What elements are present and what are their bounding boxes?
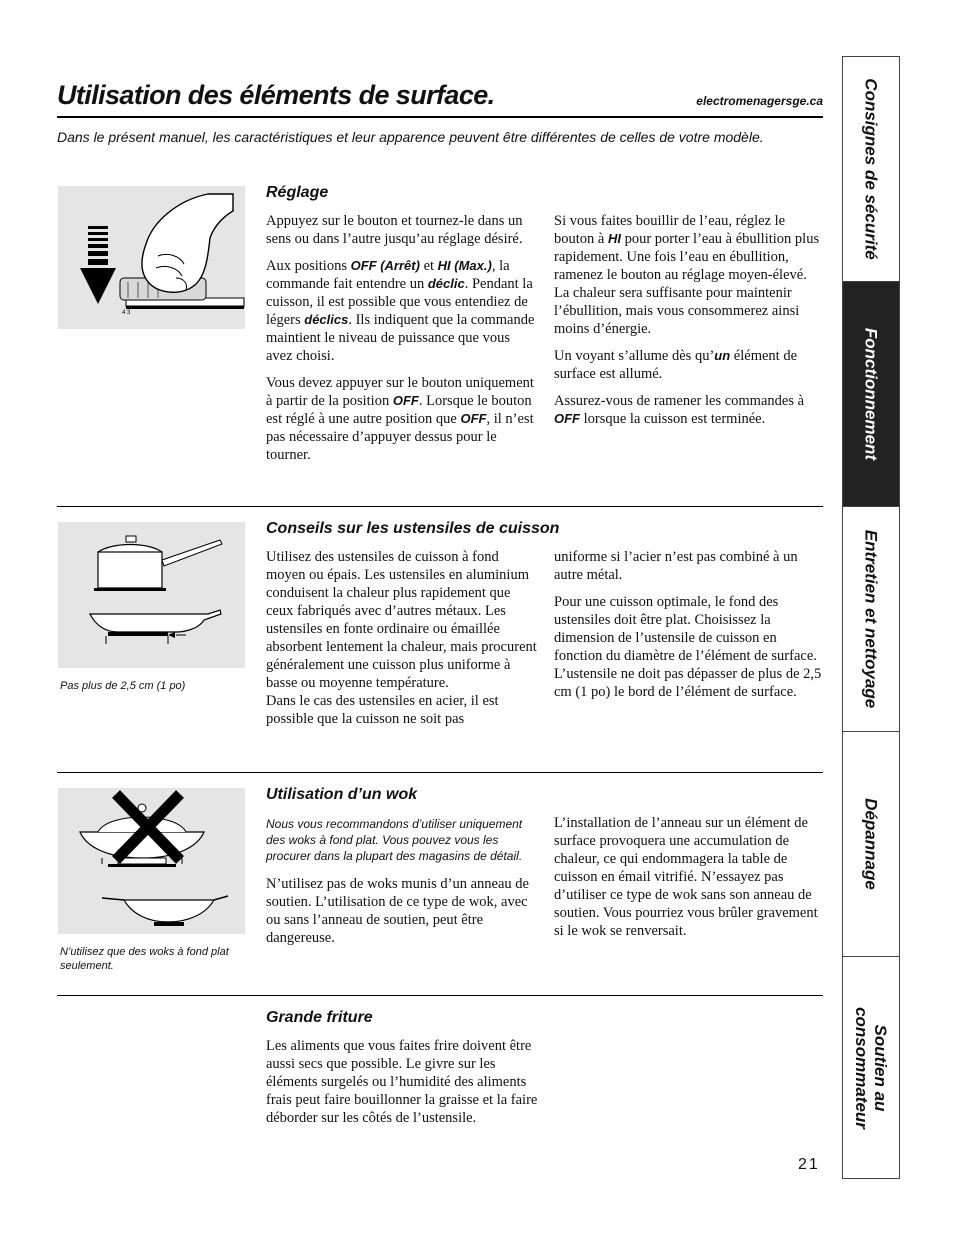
intro-text: Dans le présent manuel, les caractéristiques et leur apparence peuvent être différentes de celles de votre modèle. bbox=[57, 129, 764, 145]
tab-label: Soutien au consommateur bbox=[852, 1006, 890, 1129]
tab-label: Consignes de sécurité bbox=[861, 78, 881, 260]
section-heading-ustensiles: Conseils sur les ustensiles de cuisson bbox=[266, 520, 560, 537]
tab-fonctionnement[interactable] bbox=[843, 282, 899, 507]
page-title: Utilisation des éléments de surface. bbox=[57, 80, 495, 110]
paragraph: Appuyez sur le bouton et tournez-le dans un sens ou dans l’autre jusqu’au réglage désiré. bbox=[266, 213, 523, 247]
tab-label: Fonctionnement bbox=[861, 327, 881, 461]
title-rule bbox=[57, 116, 823, 118]
paragraph: Les aliments que vous faites frire doivent être aussi secs que possible. Le givre sur les éléments surgelés ou l’humidité des aliments frais peut faire bouillonner la graisse et la faire déborder sur les côtés de l’ustensile. bbox=[266, 1038, 538, 1126]
section-divider bbox=[57, 772, 823, 773]
tab-label: Dépannage bbox=[861, 798, 881, 890]
paragraph: N’utilisez pas de woks munis d’un anneau de soutien. L’utilisation de ce type de wok, avec ou sans l’anneau de soutien, peut être dangereuse. bbox=[266, 876, 529, 946]
tab-label: Entretien et nettoyage bbox=[861, 529, 881, 709]
reglage-column-2 bbox=[554, 212, 824, 437]
paragraph: Aux positions OFF (Arrêt) et HI (Max.), la commande fait entendre un déclic. Pendant la cuisson, il est possible que vous entendiez de légers déclics. Ils indiquent que la commande maintient le niveau de puissance que vous avez choisi. bbox=[266, 258, 535, 364]
page-number: 21 bbox=[798, 1156, 820, 1173]
ustensiles-column-1 bbox=[266, 548, 538, 737]
wok-column-2 bbox=[554, 814, 824, 949]
figure-caption: N’utilisez que des woks à fond plat seulement. bbox=[60, 946, 229, 972]
ustensiles-column-2 bbox=[554, 548, 824, 710]
tab-soutien-consommateur[interactable] bbox=[843, 957, 899, 1178]
tab-entretien-nettoyage[interactable] bbox=[843, 507, 899, 732]
wok-column-1 bbox=[266, 816, 538, 956]
paragraph: Si vous faites bouillir de l’eau, réglez le bouton à HI pour porter l’eau à ébullition plus rapidement. Une fois l’eau en ébullition, ramenez le bouton au réglage moyen-élevé. La chaleur sera suffisante pour maintenir l’ébullition, mais vous consommerez ainsi moins d’énergie. bbox=[554, 213, 820, 337]
tab-consignes-securite[interactable] bbox=[843, 57, 899, 282]
reglage-column-1 bbox=[266, 212, 538, 473]
section-divider bbox=[57, 506, 823, 507]
section-heading-wok: Utilisation d’un wok bbox=[266, 786, 418, 803]
section-heading-friture: Grande friture bbox=[266, 1009, 373, 1026]
website-url[interactable]: electromenagersge.ca bbox=[696, 94, 823, 108]
figure-caption: Pas plus de 2,5 cm (1 po) bbox=[60, 680, 186, 692]
paragraph: L’installation de l’anneau sur un élément de surface provoquera une accumulation de chaleur, ce qui endommagera la table de cuisson en émail vitrifié. N’essayez pas d’utiliser ce type de wok sans son anneau de soutien. Vous pourriez vous brûler gravement si le wok se renversait. bbox=[554, 815, 818, 939]
wok-illustration bbox=[58, 788, 245, 934]
recommendation-note: Nous vous recommandons d’utiliser uniquement des woks à fond plat. Vous pouvez vous les procurer dans la plupart des magasins de détail. bbox=[266, 817, 523, 863]
section-heading-reglage: Réglage bbox=[266, 184, 329, 201]
paragraph: Vous devez appuyer sur le bouton uniquement à partir de la position OFF. Lorsque le bouton est réglé à une autre position que OFF, il n’est pas nécessaire d’appuyer dessus pour le tourner. bbox=[266, 375, 534, 463]
chapter-tabs bbox=[842, 56, 900, 1179]
cookware-illustration bbox=[58, 522, 245, 668]
paragraph: Assurez-vous de ramener les commandes à OFF lorsque la cuisson est terminée. bbox=[554, 393, 805, 427]
paragraph: Pour une cuisson optimale, le fond des ustensiles doit être plat. Choisissez la dimension de l’ustensile de cuisson en fonction du diamètre de l’élément de surface. L’ustensile ne doit pas dépasser de plus de 2,5 cm (1 po) le bord de l’élément de surface. bbox=[554, 594, 822, 700]
svg-text:4 3: 4 3 bbox=[122, 310, 131, 316]
paragraph: Dans le cas des ustensiles en acier, il est possible que la cuisson ne soit pas bbox=[266, 693, 499, 727]
paragraph: Un voyant s’allume dès qu’un élément de surface est allumé. bbox=[554, 348, 798, 382]
paragraph: uniforme si l’acier n’est pas combiné à un autre métal. bbox=[554, 549, 798, 583]
section-divider bbox=[57, 995, 823, 996]
friture-column-1 bbox=[266, 1037, 538, 1136]
paragraph: Utilisez des ustensiles de cuisson à fond moyen ou épais. Les ustensiles en aluminium conduisent la chaleur plus rapidement que ceux fabriqués avec d’autres métaux. Les ustensiles en fonte ordinaire ou émaillée absorbent lentement la chaleur, mais procurent généralement une cuisson plus uniforme à basse ou moyenne température. bbox=[266, 549, 537, 691]
knob-illustration bbox=[58, 186, 245, 329]
tab-depannage[interactable] bbox=[843, 732, 899, 957]
